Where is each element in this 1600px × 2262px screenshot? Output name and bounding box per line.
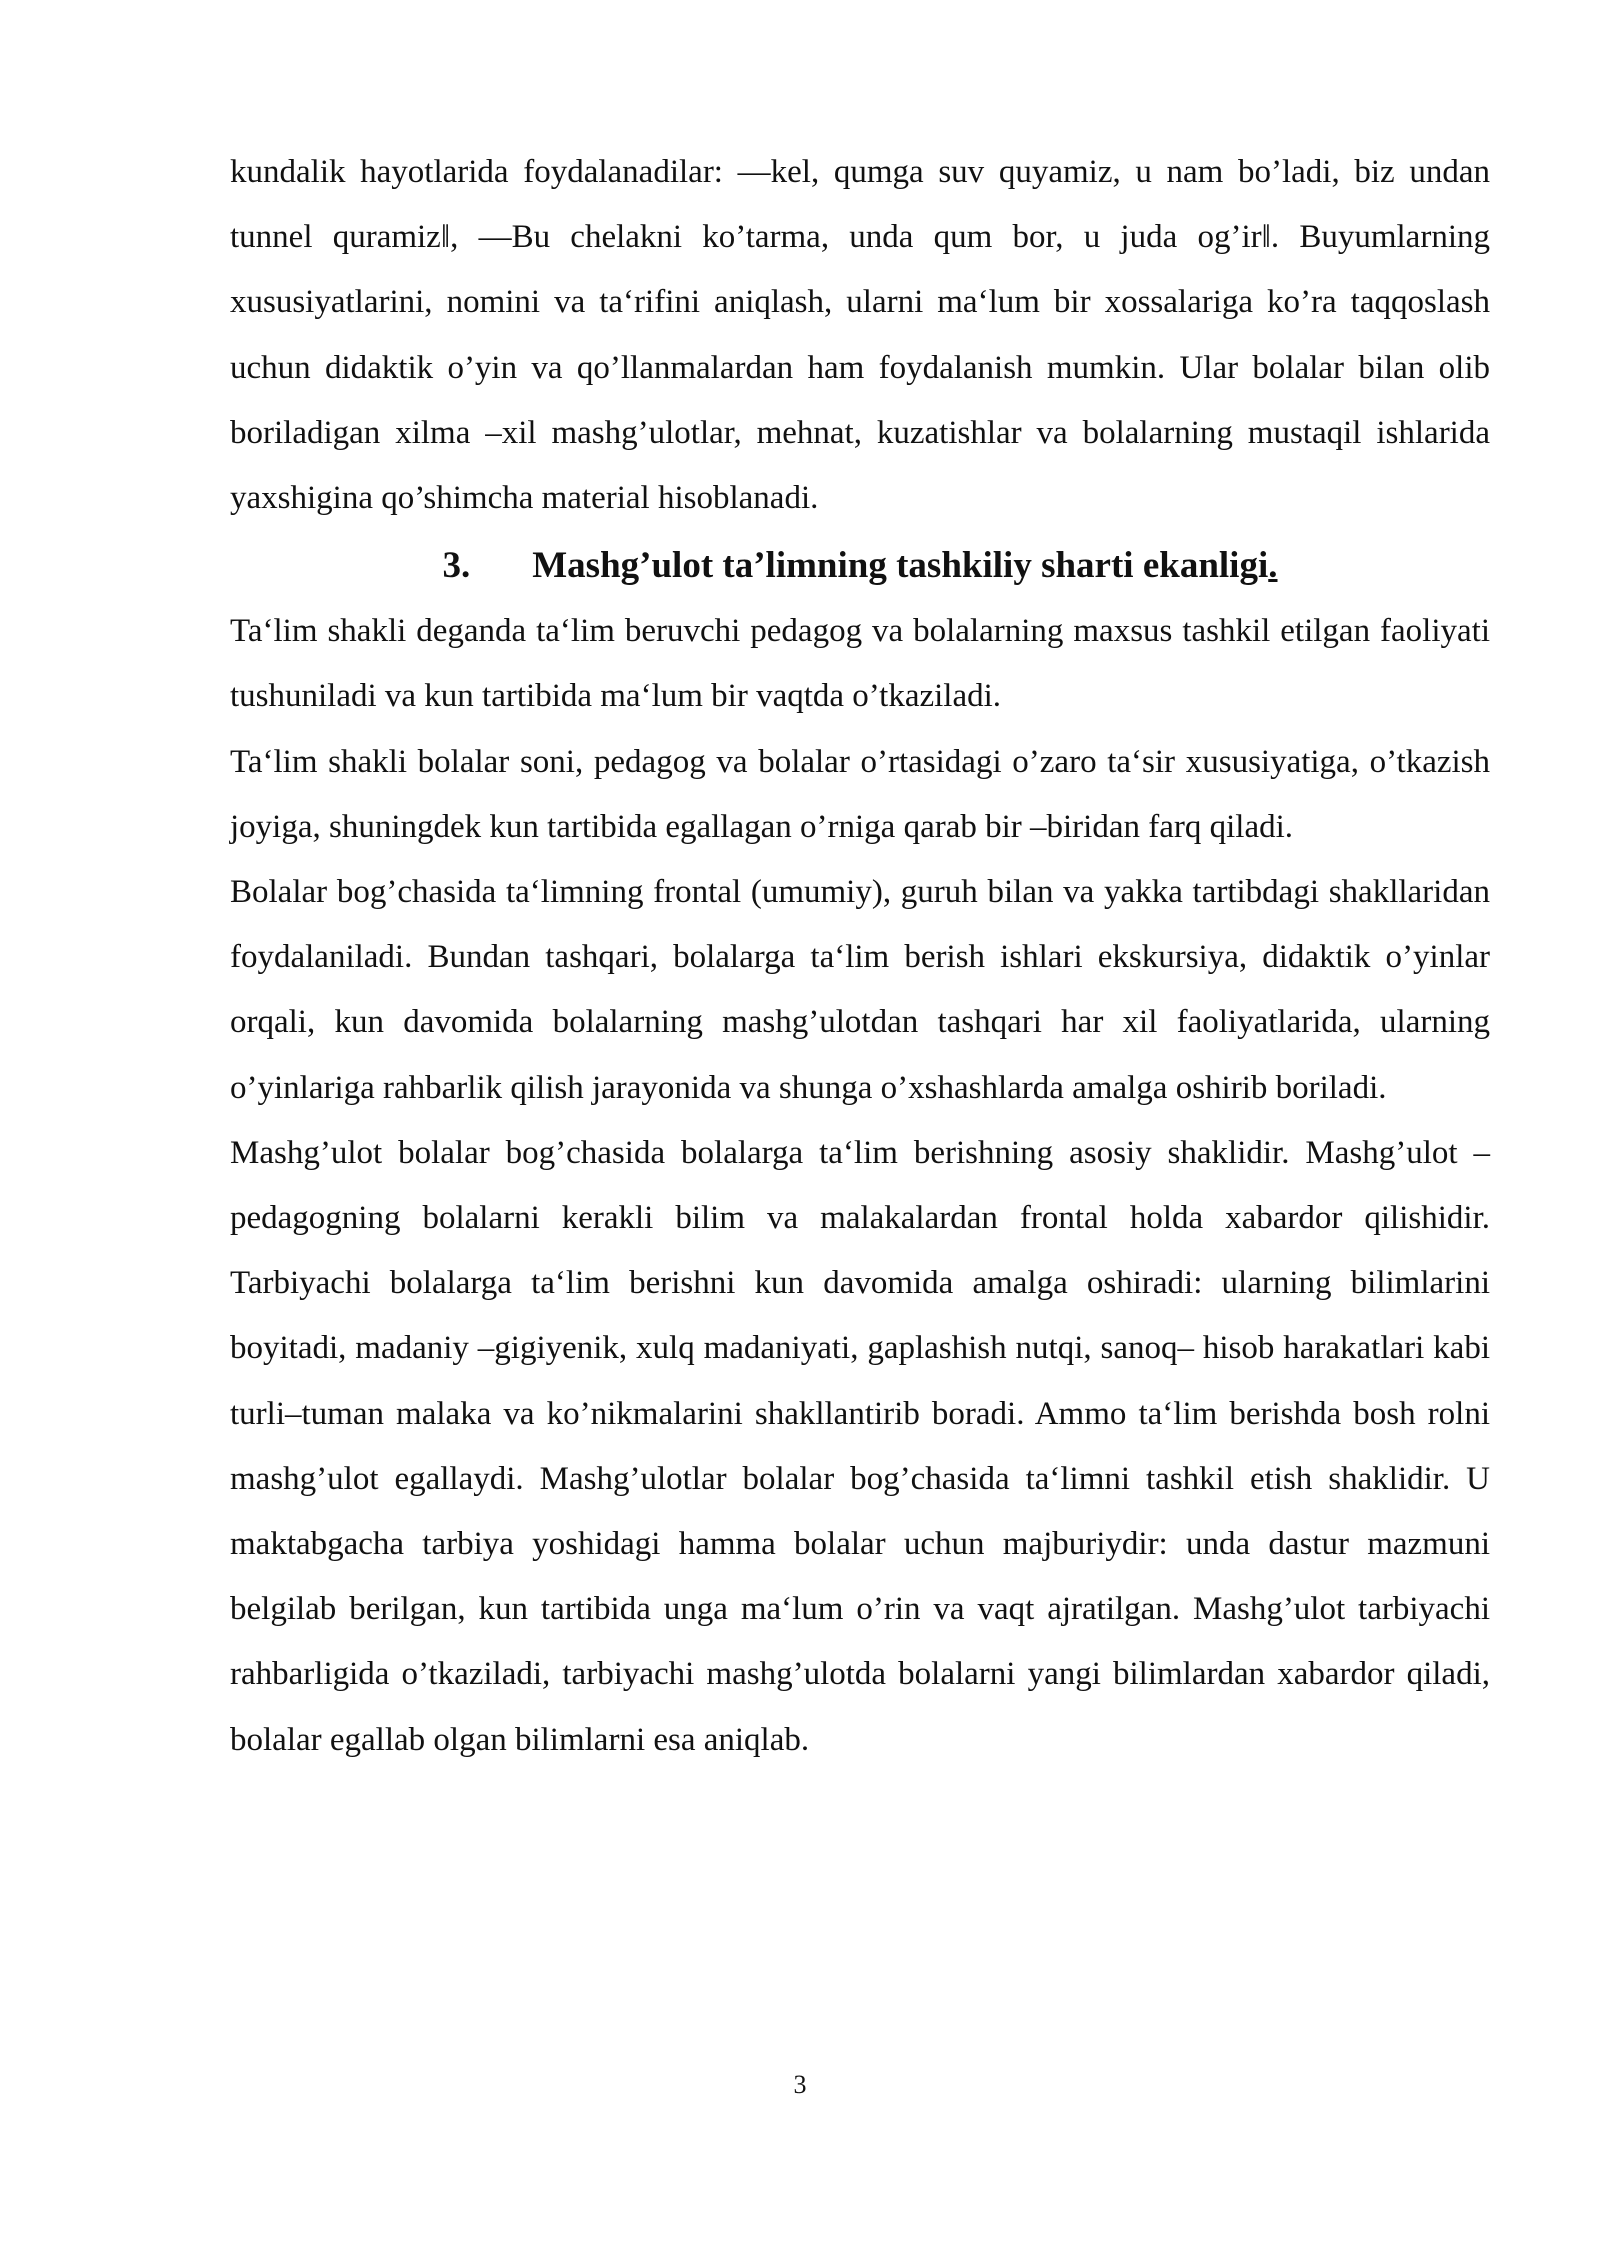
section-number: 3. [442, 545, 471, 587]
section-title: Mashg’ulot ta’limning tashkiliy sharti ekanligi [532, 545, 1269, 587]
paragraph-intro: kundalik hayotlarida foydalanadilar: ―kel, qumga suv quyamiz, u nam bo’ladi, biz undan tunnel quramiz‖, ―Bu chelakni ko’tarma, unda qum bor, u juda og’ir‖. Buyumlarning xususiyatlarini, nomini va ta‘rifini aniqlash, ularni ma‘lum bir xossalariga ko’ra taqqoslash uchun didaktik o’yin va qo’llanmalardan ham foydalanish mumkin. Ular bolalar bilan olib boriladigan xilma –xil mashg’ulotlar, mehnat, kuzatishlar va bolalarning mustaqil ishlarida yaxshigina qo’shimcha material hisoblanadi. [230, 154, 1490, 517]
section-title-end: . [1268, 545, 1278, 587]
document-page [230, 140, 1490, 1773]
page-number: 3 [793, 2070, 807, 2099]
paragraph-1: Ta‘lim shakli deganda ta‘lim beruvchi pedagog va bolalarning maxsus tashkil etilgan faoliyati tushuniladi va kun tartibida ma‘lum bir vaqtda o’tkaziladi. [230, 613, 1490, 715]
section-heading [230, 533, 1490, 599]
paragraph-3: Bolalar bog’chasida ta‘limning frontal (umumiy), guruh bilan va yakka tartibdagi shakllaridan foydalaniladi. Bundan tashqari, bolalarga ta‘lim berish ishlari ekskursiya, didaktik o’yinlar orqali, kun davomida bolalarning mashg’ulotdan tashqari har xil faoliyatlarida, ularning o’yinlariga rahbarlik qilish jarayonida va shunga o’xshashlarda amalga oshirib boriladi. [230, 874, 1490, 1106]
paragraph-2: Ta‘lim shakli bolalar soni, pedagog va bolalar o’rtasidagi o’zaro ta‘sir xususiyatiga, o’tkazish joyiga, shuningdek kun tartibida egallagan o’rniga qarab bir –biridan farq qiladi. [230, 743, 1490, 845]
paragraph-4: Mashg’ulot bolalar bog’chasida bolalarga ta‘lim berishning asosiy shaklidir. Mashg’ulot –pedagogning bolalarni kerakli bilim va malakalardan frontal holda xabardor qilishidir. Tarbiyachi bolalarga ta‘lim berishni kun davomida amalga oshiradi: ularning bilimlarini boyitadi, madaniy –gigiyenik, xulq madaniyati, gaplashish nutqi, sanoq– hisob harakatlari kabi turli–tuman malaka va ko’nikmalarini shakllantirib boradi. Ammo ta‘lim berishda bosh rolni mashg’ulot egallaydi. Mashg’ulotlar bolalar bog’chasida ta‘limni tashkil etish shaklidir. U maktabgacha tarbiya yoshidagi hamma bolalar uchun majburiydir: unda dastur mazmuni belgilab berilgan, kun tartibida unga ma‘lum o’rin va vaqt ajratilgan. Mashg’ulot tarbiyachi rahbarligida o’tkaziladi, tarbiyachi mashg’ulotda bolalarni yangi bilimlardan xabardor qiladi, bolalar egallab olgan bilimlarni esa aniqlab. [230, 1134, 1490, 1758]
